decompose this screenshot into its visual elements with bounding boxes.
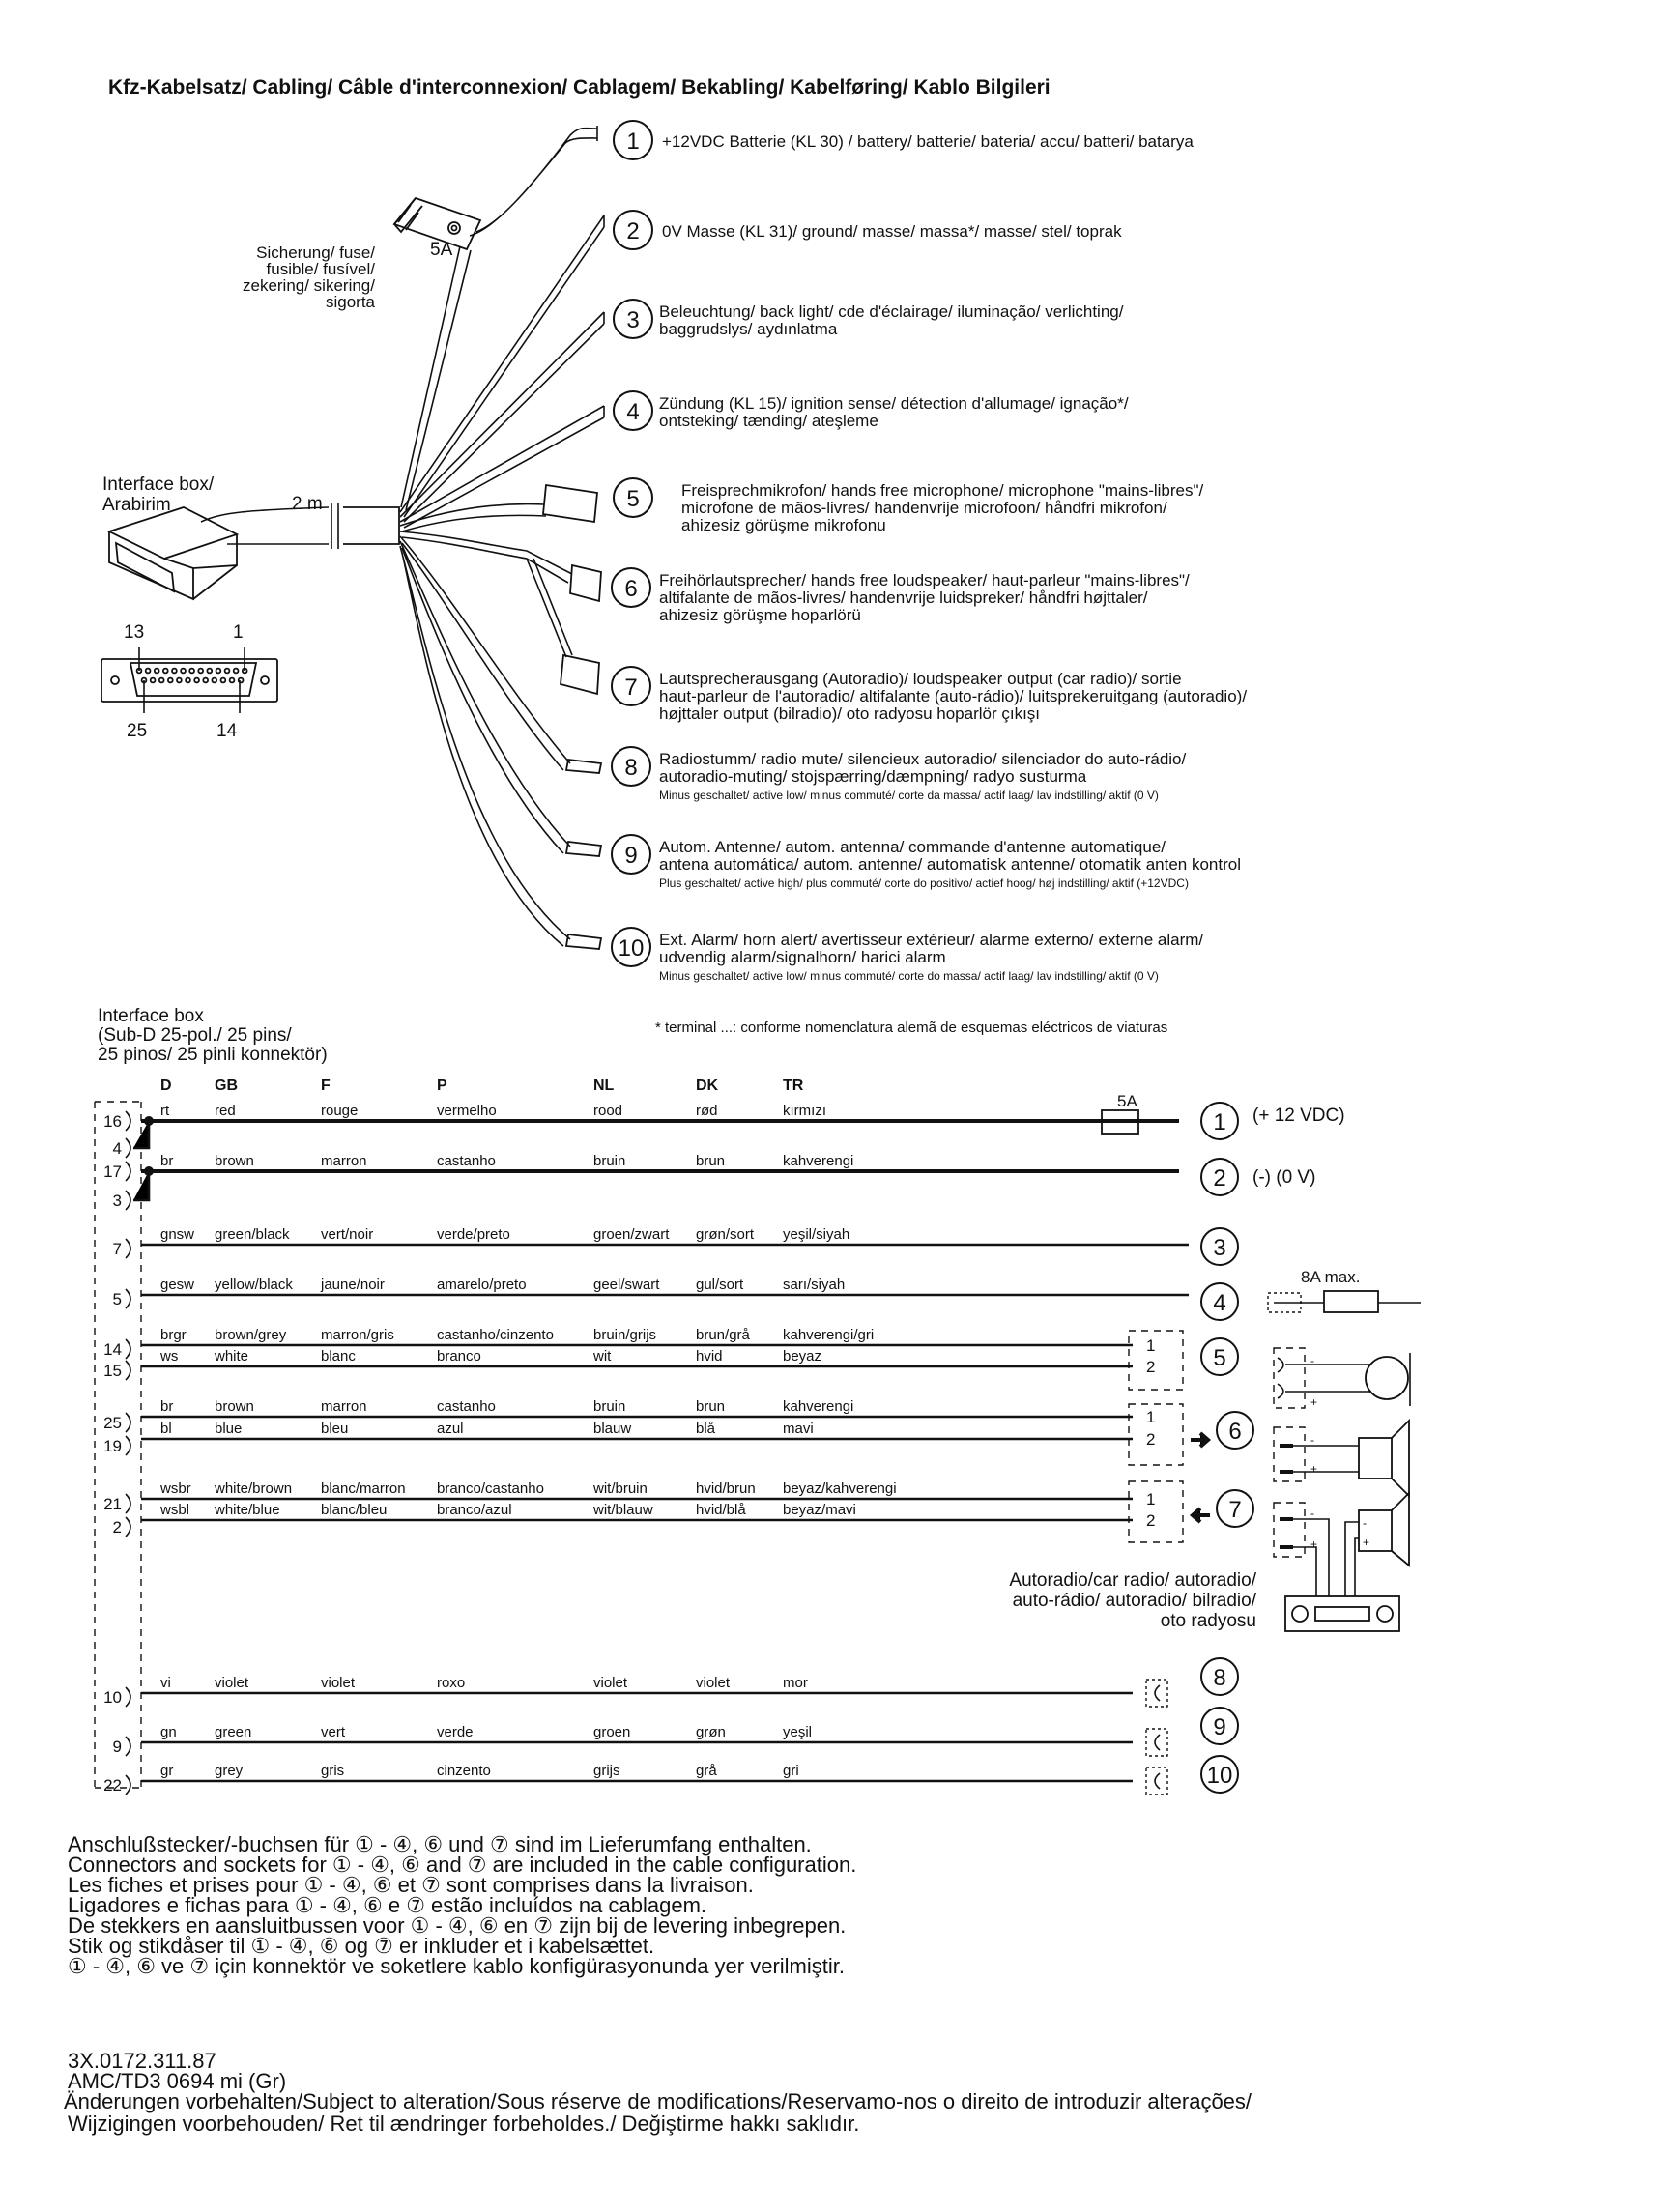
svg-text:6: 6 [624,576,638,602]
svg-text:5: 5 [626,486,640,512]
wire-color: blanc [321,1348,356,1365]
svg-text:Freisprechmikrofon/ hands free: Freisprechmikrofon/ hands free microphone/ microphone "mains-libres"/ [681,481,1204,500]
connector-pin-number: 1 [1146,1336,1156,1355]
pin-socket-icon [126,1239,130,1258]
svg-text:baggrudslys/ aydınlatma: baggrudslys/ aydınlatma [659,320,838,338]
interface-box-label [102,474,215,515]
svg-text:Interface box/: Interface box/ [102,474,215,495]
svg-text:3: 3 [626,307,640,333]
connector-pin-number: 1 [1146,1408,1156,1426]
note-line: Les fiches et prises pour ① - ④, ⑥ et ⑦ sont comprises dans la livraison. [68,1873,754,1897]
page-title: Kfz-Kabelsatz/ Cabling/ Câble d'interconnexion/ Cablagem/ Bekabling/ Kabelføring/ Kablo Bilgileri [108,76,1051,99]
wire-row [103,1153,1179,1210]
connection-4 [614,391,1129,430]
svg-text:6: 6 [1228,1419,1242,1445]
pin-socket-icon [126,1361,130,1380]
svg-text:antena automática/ autom. ante: antena automática/ autom. antenne/ automatisk antenne/ otomatik anten kontrol [659,855,1241,874]
wire-color: blauw [593,1421,632,1437]
pin-number: 19 [103,1437,122,1455]
wire-color: azul [437,1421,464,1437]
wire-table [103,1103,1344,1795]
svg-text:Autom. Antenne/ autom. antenna: Autom. Antenne/ autom. antenna/ commande d'antenne automatique/ [659,838,1166,856]
pin-number: 14 [103,1340,122,1359]
pin-number: 4 [112,1139,122,1158]
document-number: 3X.0172.311.87 [68,2049,216,2073]
pin-socket-icon [126,1775,130,1795]
pin-number: 9 [112,1738,122,1756]
connection-6 [612,568,1190,624]
wire-color: rød [696,1103,718,1119]
connection-2 [614,211,1122,249]
wire-color: gnsw [160,1226,195,1243]
wire-color: kahverengi [783,1398,854,1415]
pin-socket-icon [126,1413,130,1432]
connection-1 [614,121,1194,159]
svg-text:ahizesiz görüşme mikrofonu: ahizesiz görüşme mikrofonu [681,516,886,534]
svg-text:8: 8 [1213,1665,1226,1691]
wire-color: wit/bruin [593,1480,648,1497]
pin-number: 7 [112,1240,122,1258]
svg-text:+: + [1310,1462,1318,1476]
pin-number: 15 [103,1362,122,1380]
svg-text:10: 10 [1206,1763,1233,1789]
wire-row [113,1724,1133,1756]
interface-box-connector-icon [109,507,237,599]
svg-text:Plus geschaltet/ active high/: Plus geschaltet/ active high/ plus commuté/ corte do positivo/ actief hoog/ høj indstilling/ aktif (+12VDC) [659,876,1189,890]
wire-color: amarelo/preto [437,1277,527,1293]
wire-color: yeşil/siyah [783,1226,850,1243]
pin-socket-icon [126,1138,130,1158]
wire-row [103,1103,1179,1158]
pin-socket-icon [126,1436,130,1455]
wire-color: hvid [696,1348,723,1365]
svg-text:0V Masse (KL 31)/ ground/ mas: 0V Masse (KL 31)/ ground/ masse/ massa*/ masse/ stel/ toprak [662,222,1122,241]
wire-color: cinzento [437,1763,491,1779]
svg-text:7: 7 [1228,1497,1242,1523]
wire-color: wsbr [160,1480,191,1497]
svg-text:Minus geschaltet/ active low/: Minus geschaltet/ active low/ minus commuté/ corte da massa/ actif laag/ lav indstilling/ aktif (0 V) [659,789,1159,802]
column-header: GB [215,1077,238,1094]
svg-text:sigorta: sigorta [325,293,375,311]
svg-text:udvendig alarm/signalhorn/ har: udvendig alarm/signalhorn/ harici alarm [659,948,946,966]
wire-color: roxo [437,1675,466,1691]
svg-text:Ext. Alarm/ horn alert/ aver: Ext. Alarm/ horn alert/ avertisseur extérieur/ alarme externo/ externe alarm/ [659,931,1204,949]
wire-color: castanho [437,1153,496,1169]
svg-text:3: 3 [1213,1235,1226,1261]
svg-text:Lautsprecherausgang (Autoradio: Lautsprecherausgang (Autoradio)/ loudspeaker output (car radio)/ sortie [659,670,1182,688]
svg-text:2: 2 [1213,1165,1226,1192]
pin-number: 16 [103,1112,122,1131]
wire-color: marron [321,1153,367,1169]
device-fuse-5a [1102,1092,1138,1134]
wire-color: vert [321,1724,346,1740]
wire-color: violet [696,1675,731,1691]
pin-socket-icon [126,1687,130,1707]
svg-text:10: 10 [618,935,645,962]
wire-color: kahverengi [783,1153,854,1169]
svg-text:13: 13 [124,622,145,643]
wire-color: gr [160,1763,174,1779]
connection-8 [612,747,1187,802]
svg-text:+: + [1310,1395,1318,1409]
note-line: Stik og stikdåser til ① - ④, ⑥ og ⑦ er inkluder et i kabelsættet. [68,1934,655,1958]
document-code: AMC/TD3 0694 mi (Gr) [68,2069,287,2093]
svg-text:Arabirim: Arabirim [102,495,171,515]
wire-color: mavi [783,1421,814,1437]
ignition-fuse-8a [1268,1268,1421,1312]
wire-color: rt [160,1103,170,1119]
wire-color: wit [593,1348,612,1365]
svg-text:4: 4 [1213,1290,1226,1316]
wire-color: castanho/cinzento [437,1327,554,1343]
note-line: ① - ④, ⑥ ve ⑦ için konnektör ve soketlere kablo konfigürasyonunda yer verilmiştir. [68,1954,845,1978]
svg-text:ontsteking/ tænding/ ateşleme: ontsteking/ tænding/ ateşleme [659,412,878,430]
disclaimer-line: Wijzigingen voorbehouden/ Ret til ændringer forbeholdes./ Değiştirme hakkı saklıdır. [68,2111,860,2136]
svg-text:altifalante de mãos-livres/ ha: altifalante de mãos-livres/ handenvrije luidspreker/ håndfri højttaler/ [659,589,1148,607]
pin-number: 22 [103,1776,122,1795]
svg-text:-: - [1310,1354,1314,1367]
wire-color: br [160,1398,174,1415]
wire-color: hvid/blå [696,1502,746,1518]
wire-color: marron [321,1398,367,1415]
wire-color: vert/noir [321,1226,374,1243]
connection-3 [614,300,1124,338]
microphone-icon [1274,1348,1410,1409]
wire-color: violet [593,1675,628,1691]
wire-color: groen/zwart [593,1226,670,1243]
wire-color: violet [215,1675,249,1691]
svg-text:oto radyosu: oto radyosu [1160,1611,1256,1631]
wire-color: brown/grey [215,1327,287,1343]
pin-socket-icon [126,1517,130,1537]
wire-color: castanho [437,1398,496,1415]
wire-color: brgr [160,1327,187,1343]
disclaimer-line: Änderungen vorbehalten/Subject to alteration/Sous réserve de modifications/Reservamo-nos o direito de introduzir alterações/ [64,2089,1252,2113]
fuse-label [243,244,376,311]
svg-text:Zündung (KL 15)/ ignition sens: Zündung (KL 15)/ ignition sense/ détection d'allumage/ ignação*/ [659,394,1129,413]
svg-text:1: 1 [626,129,640,155]
column-header: DK [696,1077,719,1094]
wire-color: bruin/grijs [593,1327,657,1343]
wire-color: vi [160,1675,171,1691]
pin-socket-icon [126,1289,130,1308]
wire-color: red [215,1103,236,1119]
svg-text:2: 2 [626,218,640,244]
wire-color: bleu [321,1421,349,1437]
wire-color: sarı/siyah [783,1277,846,1293]
wire-color: vermelho [437,1103,497,1119]
pin-number: 5 [112,1290,122,1308]
pin-number: 10 [103,1688,122,1707]
pin-socket-icon [126,1111,130,1131]
wire-color: blue [215,1421,243,1437]
svg-text:fusible/ fusível/: fusible/ fusível/ [266,260,375,278]
svg-text:1: 1 [233,622,244,643]
wire-color: beyaz [783,1348,822,1365]
svg-text:+: + [1310,1537,1318,1551]
column-header: F [321,1077,331,1094]
pin-number: 21 [103,1495,122,1513]
wire-row [113,1277,1189,1308]
svg-text:8A max.: 8A max. [1301,1268,1361,1286]
note-line: De stekkers en aansluitbussen voor ① - ④, ⑥ en ⑦ zijn bij de levering inbegrepen. [68,1913,847,1938]
svg-text:8: 8 [624,755,638,781]
wire-color: yeşil [783,1724,813,1740]
wire-color: verde [437,1724,474,1740]
included-connectors-notes [68,1832,856,1978]
wire-color: white/blue [215,1502,280,1518]
svg-text:haut-parleur de l'autoradio/ a: haut-parleur de l'autoradio/ altifalante (auto-rádio)/ luitsprekeruitgang (autoradio)/ [659,687,1248,705]
wire-color: marron/gris [321,1327,394,1343]
note-line: Ligadores e fichas para ① - ④, ⑥ e ⑦ estão incluídos na cablagem. [68,1893,707,1917]
wire-color: geel/swart [593,1277,660,1293]
svg-text:7: 7 [624,675,638,701]
svg-text:auto-rádio/ autoradio/ bilradi: auto-rádio/ autoradio/ bilradio/ [1012,1591,1256,1611]
schematic-box-label [98,1006,328,1065]
target-label: (-) (0 V) [1252,1167,1316,1188]
connector-pin-number: 2 [1146,1358,1156,1376]
wire-color: gris [321,1763,345,1779]
pin-socket-icon [126,1737,130,1756]
svg-text:Sicherung/ fuse/: Sicherung/ fuse/ [256,244,375,262]
wire-color: gul/sort [696,1277,744,1293]
wire-color: jaune/noir [321,1277,385,1293]
wire-color: grijs [593,1763,620,1779]
wire-color: brown [215,1153,254,1169]
wire-color: yellow/black [215,1277,293,1293]
svg-text:-: - [1363,1516,1367,1530]
wire-color: green [215,1724,252,1740]
svg-text:25: 25 [127,721,148,741]
connection-legend [612,121,1247,983]
wire-color: ws [160,1348,179,1365]
wire-row [103,1421,1155,1455]
svg-text:9: 9 [1213,1714,1226,1740]
cable-sleeve [343,507,399,544]
column-header: TR [783,1077,804,1094]
connection-9 [612,835,1241,890]
loudspeaker-icon [1274,1421,1409,1496]
wire-color: brun [696,1153,726,1169]
svg-text:+12VDC Batterie (KL 30) / ba: +12VDC Batterie (KL 30) / battery/ batterie/ bateria/ accu/ batteri/ batarya [662,132,1194,151]
wire-color: bruin [593,1153,626,1169]
column-header: D [160,1077,172,1094]
wire-color: white/brown [215,1480,293,1497]
wire-color: grey [215,1763,244,1779]
wire-row [113,1226,1189,1258]
svg-text:ahizesiz görüşme hoparlörü: ahizesiz görüşme hoparlörü [659,606,861,624]
svg-text:zekering/ sikering/: zekering/ sikering/ [242,276,375,295]
wire-color: violet [321,1675,356,1691]
arrow-left-icon [1193,1508,1210,1522]
svg-text:Minus geschaltet/ active low/: Minus geschaltet/ active low/ minus commuté/ corte do massa/ actif laag/ lav indstilling/ aktif (0 V) [659,969,1159,983]
svg-text:Freihörlautsprecher/ hands fre: Freihörlautsprecher/ hands free loudspeaker/ haut-parleur "mains-libres"/ [659,571,1190,589]
svg-text:-: - [1310,1433,1314,1447]
wire-color: verde/preto [437,1226,510,1243]
pin-socket-icon [126,1191,130,1210]
svg-text:14: 14 [216,721,238,741]
wire-color: beyaz/kahverengi [783,1480,897,1497]
wire-color: bruin [593,1398,626,1415]
terminal-footnote: * terminal ...: conforme nomenclatura alemã de esquemas eléctricos de viaturas [655,1020,1168,1036]
wire-color: gn [160,1724,177,1740]
wire-color: blå [696,1421,716,1437]
wire-row [103,1675,1133,1707]
wire-color: grøn/sort [696,1226,755,1243]
svg-text:+: + [1363,1536,1370,1549]
wire-color: green/black [215,1226,290,1243]
wire-color: branco [437,1348,481,1365]
language-column-headers [160,1077,804,1094]
subd-pinout [101,622,277,741]
connector-pin-number: 2 [1146,1511,1156,1530]
svg-text:højttaler output (bilradio)/ o: højttaler output (bilradio)/ oto radyosu hoparlör çıkışı [659,704,1041,723]
wire-color: groen [593,1724,631,1740]
wire-color: rouge [321,1103,359,1119]
car-radio-speaker-icon [1274,1493,1409,1631]
svg-text:1: 1 [1213,1109,1226,1135]
wire-row [103,1763,1133,1795]
connector-pin-number: 2 [1146,1430,1156,1449]
wire-color: brun [696,1398,726,1415]
wire-color: rood [593,1103,623,1119]
svg-text:5: 5 [1213,1345,1226,1371]
wire-color: gesw [160,1277,195,1293]
connection-5 [614,478,1204,534]
pin-number: 17 [103,1163,122,1181]
pin-socket-icon [126,1339,130,1359]
svg-text:25 pinos/ 25 pinli konnektör): 25 pinos/ 25 pinli konnektör) [98,1045,328,1065]
wire-color: blanc/bleu [321,1502,388,1518]
wire-color: kırmızı [783,1103,826,1119]
wire-color: kahverengi/gri [783,1327,875,1343]
svg-text:9: 9 [624,843,638,869]
pin-socket-icon [126,1494,130,1513]
wire-color: gri [783,1763,799,1779]
wire-color: wsbl [160,1502,190,1518]
wire-row [113,1502,1156,1537]
wire-color: br [160,1153,174,1169]
pin-number: 3 [112,1192,122,1210]
connection-10 [612,928,1203,983]
svg-text:autoradio-muting/ stojspærring: autoradio-muting/ stojspærring/dæmpning/ radyo susturma [659,767,1087,786]
car-radio-label [1009,1570,1256,1631]
pin-number: 2 [112,1518,122,1537]
wire-color: hvid/brun [696,1480,756,1497]
column-header: P [437,1077,447,1094]
wire-color: grøn [696,1724,726,1740]
note-line: Anschlußstecker/-buchsen für ① - ④, ⑥ und ⑦ sind im Lieferumfang enthalten. [68,1832,812,1856]
svg-text:Radiostumm/ radio mute/ silenc: Radiostumm/ radio mute/ silencieux autoradio/ silenciador do auto-rádio/ [659,750,1187,768]
column-header: NL [593,1077,615,1094]
svg-text:(Sub-D 25-pol./ 25 pins/: (Sub-D 25-pol./ 25 pins/ [98,1025,292,1046]
svg-text:Interface box: Interface box [98,1006,204,1026]
target-label: (+ 12 VDC) [1252,1106,1345,1126]
wire-color: blanc/marron [321,1480,406,1497]
wire-color: grå [696,1763,717,1779]
cable-length-label: 2 m [292,494,323,514]
note-line: Connectors and sockets for ① - ④, ⑥ and ⑦ are included in the cable configuration. [68,1853,857,1877]
svg-text:microfone de mãos-livres/ hand: microfone de mãos-livres/ handenvrije microfoon/ håndfri mikrofon/ [681,499,1167,517]
wire-color: brun/grå [696,1327,750,1343]
svg-text:-: - [1310,1507,1314,1520]
svg-text:Beleuchtung/ back light/ cde d: Beleuchtung/ back light/ cde d'éclairage/ iluminação/ verlichting/ [659,302,1124,321]
connection-7 [612,667,1247,723]
pin-number: 25 [103,1414,122,1432]
wire-color: bl [160,1421,172,1437]
wire-row [103,1348,1155,1380]
wire-color: brown [215,1398,254,1415]
wire-color: wit/blauw [593,1502,653,1518]
arrow-right-icon [1191,1433,1208,1447]
svg-text:Autoradio/car radio/ autoradio: Autoradio/car radio/ autoradio/ [1009,1570,1256,1591]
wire-color: mor [783,1675,808,1691]
wire-row [103,1327,1155,1359]
connector-pin-number: 1 [1146,1490,1156,1508]
cable-break-mark [331,503,338,549]
svg-text:4: 4 [626,399,640,425]
wire-color: beyaz/mavi [783,1502,856,1518]
wire-color: white [215,1348,249,1365]
wire-color: branco/castanho [437,1480,544,1497]
pin-socket-icon [126,1162,130,1181]
wire-color: branco/azul [437,1502,512,1518]
svg-text:5A: 5A [1117,1092,1137,1110]
fuse-rating: 5A [430,240,453,260]
